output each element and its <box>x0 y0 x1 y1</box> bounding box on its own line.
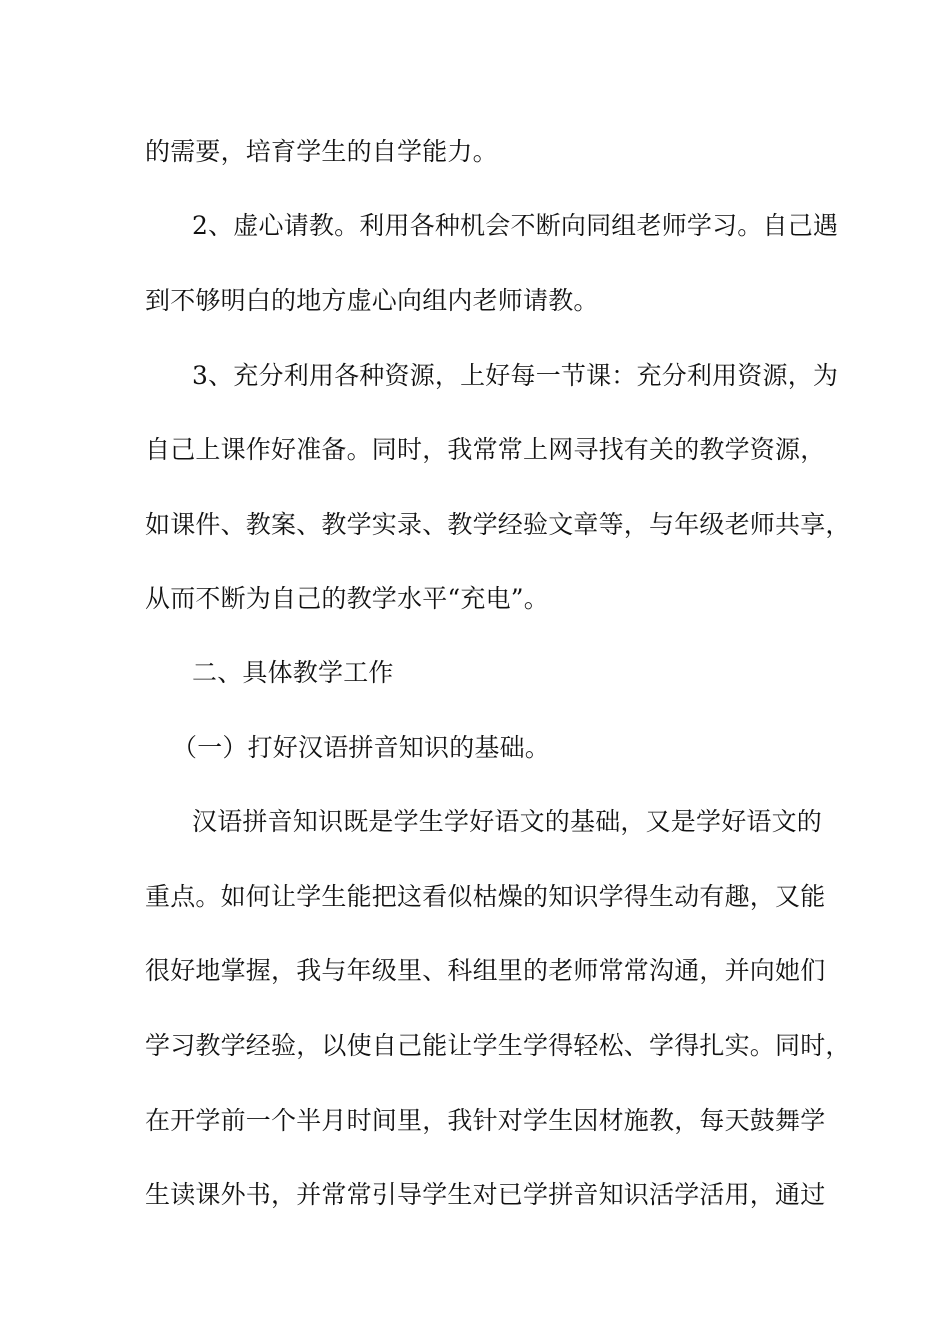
paragraph-line-2: 2、虚心请教。利用各种机会不断向同组老师学习。自己遇 <box>192 211 839 240</box>
paragraph-line-9: 重点。如何让学生能把这看似枯燥的知识学得生动有趣，又能 <box>145 882 826 911</box>
paragraph-line-7: 从而不断为自己的教学水平“充电”。 <box>145 584 549 613</box>
paragraph-line-4: 3、充分利用各种资源，上好每一节课：充分利用资源，为 <box>192 361 839 390</box>
paragraph-line-8: 汉语拼音知识既是学生学好语文的基础，又是学好语文的 <box>192 807 823 836</box>
paragraph-line-12: 在开学前一个半月时间里，我针对学生因材施教，每天鼓舞学 <box>145 1106 826 1135</box>
paragraph-line-3: 到不够明白的地方虚心向组内老师请教。 <box>145 286 599 315</box>
paragraph-line-10: 很好地掌握，我与年级里、科组里的老师常常沟通，并向她们 <box>145 956 826 985</box>
subsection-heading: （一）打好汉语拼音知识的基础。 <box>172 733 551 762</box>
paragraph-line-5: 自己上课作好准备。同时，我常常上网寻找有关的教学资源， <box>145 435 826 464</box>
paragraph-line-6: 如课件、教案、教学实录、教学经验文章等，与年级老师共享， <box>145 510 851 539</box>
paragraph-line-1: 的需要，培育学生的自学能力。 <box>145 137 498 166</box>
paragraph-line-11: 学习教学经验，以使自己能让学生学得轻松、学得扎实。同时， <box>145 1031 851 1060</box>
section-heading: 二、具体教学工作 <box>192 658 394 687</box>
paragraph-line-13: 生读课外书，并常常引导学生对已学拼音知识活学活用，通过 <box>145 1180 826 1209</box>
